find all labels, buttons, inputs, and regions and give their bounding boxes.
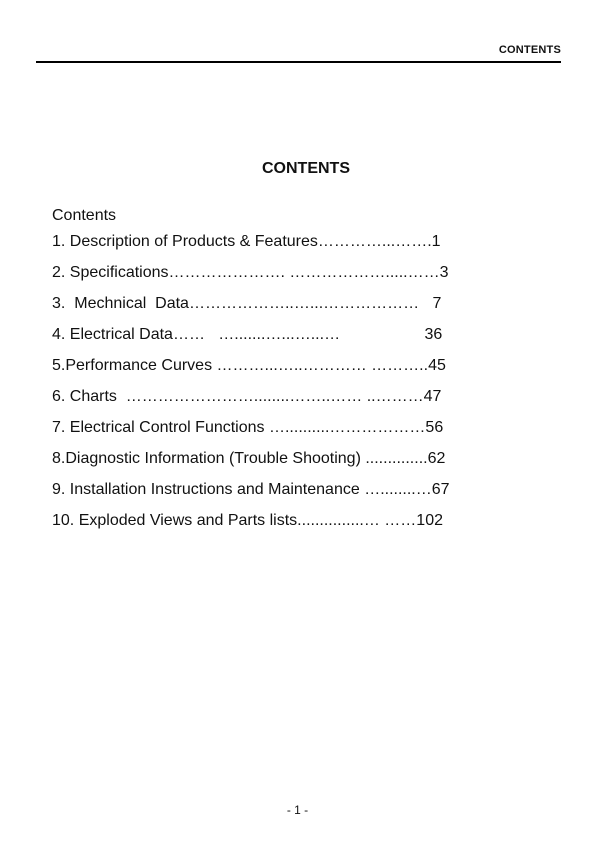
header-rule [36, 61, 561, 63]
page-title: CONTENTS [262, 160, 350, 177]
page-number: - 1 - [286, 803, 309, 817]
running-header: CONTENTS [498, 44, 561, 56]
toc-entry-10: 10. Exploded Views and Parts lists...............… ……102 [52, 512, 443, 529]
toc-heading: Contents [52, 207, 117, 224]
toc-entry-9: 9. Installation Instructions and Maintenance …........…67 [52, 481, 450, 498]
toc-entry-1: 1. Description of Products & Features…………...…….1 [52, 233, 441, 250]
toc-entry-6: 6. Charts ……………………........……..…… ..………47 [52, 388, 442, 405]
table-of-contents [52, 205, 522, 536]
toc-entry-4: 4. Electrical Data…… ….......…...…...… 36 [52, 326, 443, 343]
toc-entry-3: 3. Mechnical Data………………..…...……………… 7 [52, 295, 442, 312]
toc-entry-2: 2. Specifications…………………. ……………….....……3 [52, 264, 449, 281]
toc-entry-8: 8.Diagnostic Information (Trouble Shooting) ..............62 [52, 450, 446, 467]
toc-entry-5: 5.Performance Curves ………...…..………… ………..45 [52, 357, 446, 374]
toc-entry-7: 7. Electrical Control Functions …..........………………56 [52, 419, 444, 436]
